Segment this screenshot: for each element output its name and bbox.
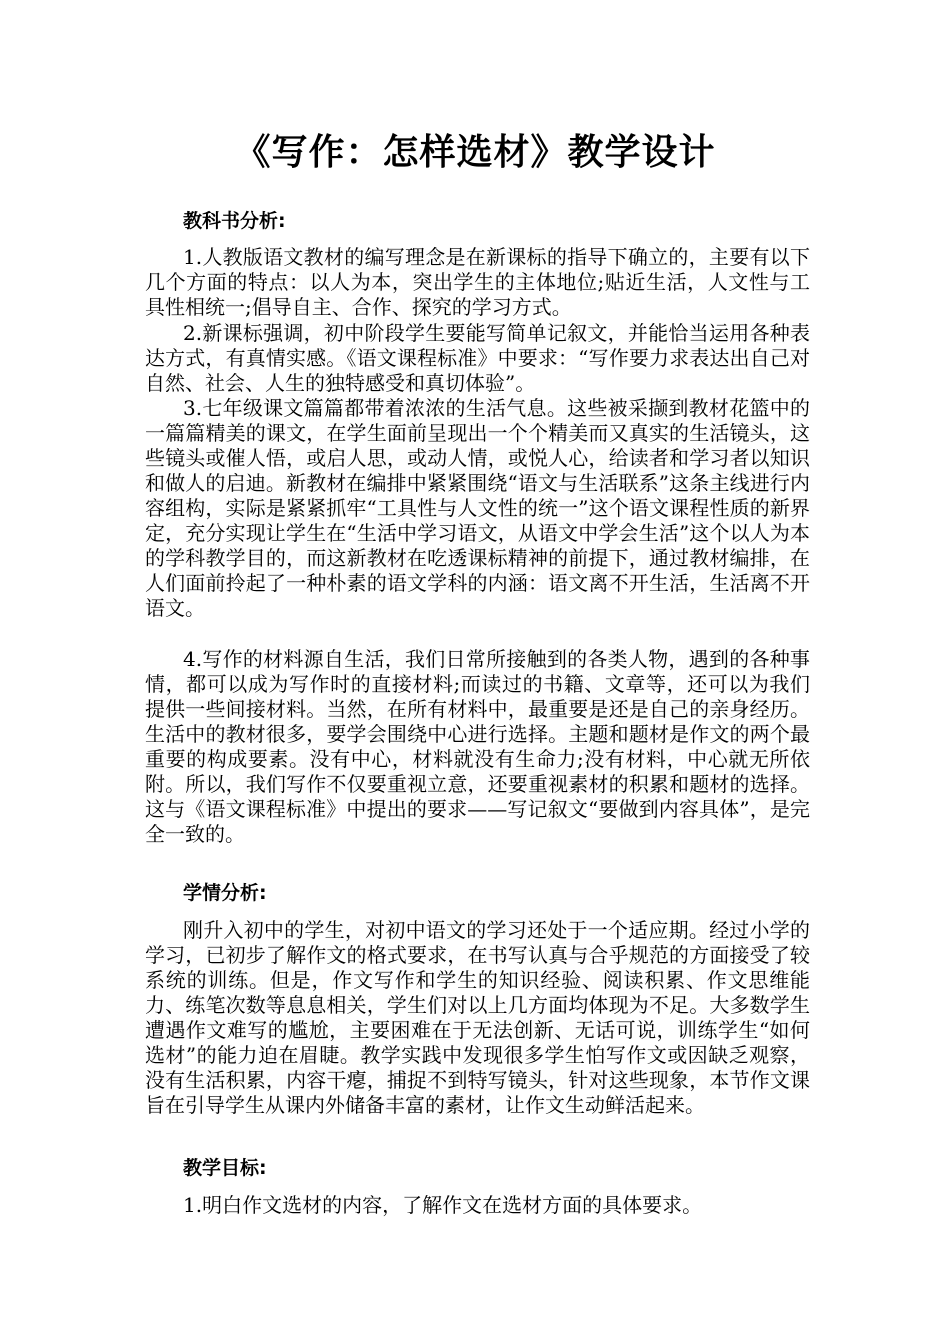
paragraph-textbook-2: 2.新课标强调，初中阶段学生要能写简单记叙文，并能恰当运用各种表达方式，有真情实感。《语文课程标准》中要求：“写作要力求表达出自己对自然、社会、人生的独特感受和真切体验”。 — [145, 321, 810, 395]
section-heading-textbook-analysis: 教科书分析: — [183, 210, 286, 232]
paragraph-textbook-1: 1.人教版语文教材的编写理念是在新课标的指导下确立的，主要有以下几个方面的特点：以人为本，突出学生的主体地位;贴近生活，人文性与工具性相统一;倡导自主、合作、探究的学习方式。 — [145, 245, 810, 319]
paragraph-learner-analysis: 刚升入初中的学生，对初中语文的学习还处于一个适应期。经过小学的学习，已初步了解作文的格式要求，在书写认真与合乎规范的方面接受了较系统的训练。但是，作文写作和学生的知识经验、阅读积累、作文思维能力、练笔次数等息息相关，学生们对以上几方面均体现为不足。大多数学生遭遇作文难写的尴尬，主要困难在于无法创新、无话可说，训练学生“如何选材”的能力迫在眉睫。教学实践中发现很多学生怕写作文或因缺乏观察，没有生活积累，内容干瘪，捕捉不到特写镜头，针对这些现象，本节作文课旨在引导学生从课内外储备丰富的素材，让作文生动鲜活起来。 — [145, 918, 810, 1117]
section-heading-teaching-goals: 教学目标: — [183, 1157, 267, 1179]
paragraph-textbook-4: 4.写作的材料源自生活，我们日常所接触到的各类人物，遇到的各种事情，都可以成为写作时的直接材料;而读过的书籍、文章等，还可以为我们提供一些间接材料。当然，在所有材料中，最重要是还是自己的亲身经历。生活中的教材很多，要学会围绕中心进行选择。主题和题材是作文的两个最重要的构成要素。没有中心，材料就没有生命力;没有材料，中心就无所依附。所以，我们写作不仅要重视立意，还要重视素材的积累和题材的选择。这与《语文课程标准》中提出的要求——写记叙文“要做到内容具体”，是完全一致的。 — [145, 647, 810, 846]
section-heading-learner-analysis: 学情分析: — [183, 882, 267, 904]
document-title: 《写作：怎样选材》教学设计 — [234, 131, 716, 173]
paragraph-textbook-3: 3.七年级课文篇篇都带着浓浓的生活气息。这些被采撷到教材花篮中的一篇篇精美的课文，在学生面前呈现出一个个精美而又真实的生活镜头，这些镜头或催人悟，或启人思，或动人情，或悦人心，给读者和学习者以知识和做人的启迪。新教材在编排中紧紧围绕“语文与生活联系”这条主线进行内容组构，实际是紧紧抓牢“工具性与人文性的统一”这个语文课程性质的新界定，充分实现让学生在“生活中学习语文，从语文中学会生活”这个以人为本的学科教学目的，而这新教材在吃透课标精神的前提下，通过教材编排，在人们面前拎起了一种朴素的语文学科的内涵：语文离不开生活，生活离不开语文。 — [145, 396, 810, 620]
paragraph-goal-1: 1.明白作文选材的内容，了解作文在选材方面的具体要求。 — [183, 1193, 703, 1217]
